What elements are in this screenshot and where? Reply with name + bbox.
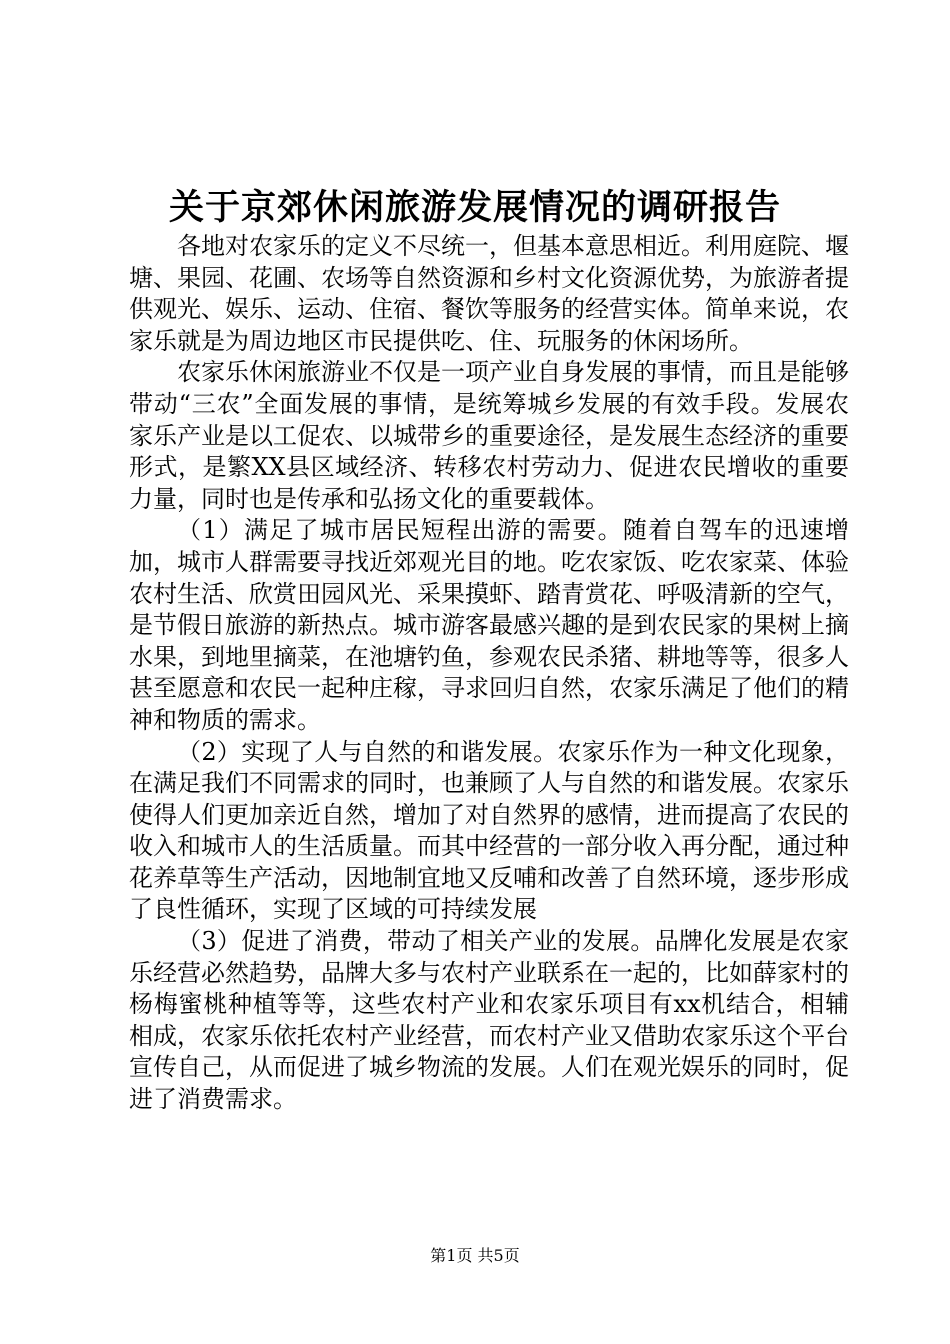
- page-number-footer: 第1页 共5页: [430, 1246, 520, 1265]
- document-body: [129, 231, 849, 1116]
- paragraph-point-2: （2）实现了人与自然的和谐发展。农家乐作为一种文化现象，在满足我们不同需求的同时，也兼顾了人与自然的和谐发展。农家乐使得人们更加亲近自然，增加了对自然界的感情，进而提高了农民的收入和城市人的生活质量。而其中经营的一部分收入再分配，通过种花养草等生产活动，因地制宜地又反哺和改善了自然环境，逐步形成了良性循环，实现了区域的可持续发展: [129, 737, 849, 924]
- paragraph-significance: 农家乐休闲旅游业不仅是一项产业自身发展的事情，而且是能够带动“三农”全面发展的事情，是统筹城乡发展的有效手段。发展农家乐产业是以工促农、以城带乡的重要途径，是发展生态经济的重要形式，是繁XX县区域经济、转移农村劳动力、促进农民增收的重要力量，同时也是传承和弘扬文化的重要载体。: [129, 358, 849, 513]
- paragraph-point-1: （1）满足了城市居民短程出游的需要。随着自驾车的迅速增加，城市人群需要寻找近郊观光目的地。吃农家饭、吃农家菜、体验农村生活、欣赏田园风光、采果摸虾、踏青赏花、呼吸清新的空气，是节假日旅游的新热点。城市游客最感兴趣的是到农民家的果树上摘水果，到地里摘菜，在池塘钓鱼，参观农民杀猪、耕地等等，很多人甚至愿意和农民一起种庄稼，寻求回归自然，农家乐满足了他们的精神和物质的需求。: [129, 516, 849, 734]
- document-title: 关于京郊休闲旅游发展情况的调研报告: [168, 187, 781, 228]
- paragraph-definition: 各地对农家乐的定义不尽统一，但基本意思相近。利用庭院、堰塘、果园、花圃、农场等自然资源和乡村文化资源优势，为旅游者提供观光、娱乐、运动、住宿、餐饮等服务的经营实体。简单来说，农家乐就是为周边地区市民提供吃、住、玩服务的休闲场所。: [129, 232, 849, 355]
- paragraph-point-3: （3）促进了消费，带动了相关产业的发展。品牌化发展是农家乐经营必然趋势，品牌大多与农村产业联系在一起的，比如薛家村的杨梅蜜桃种植等等，这些农村产业和农家乐项目有xx机结合，相辅相成，农家乐依托农村产业经营，而农村产业又借助农家乐这个平台宣传自己，从而促进了城乡物流的发展。人们在观光娱乐的同时，促进了消费需求。: [129, 927, 849, 1114]
